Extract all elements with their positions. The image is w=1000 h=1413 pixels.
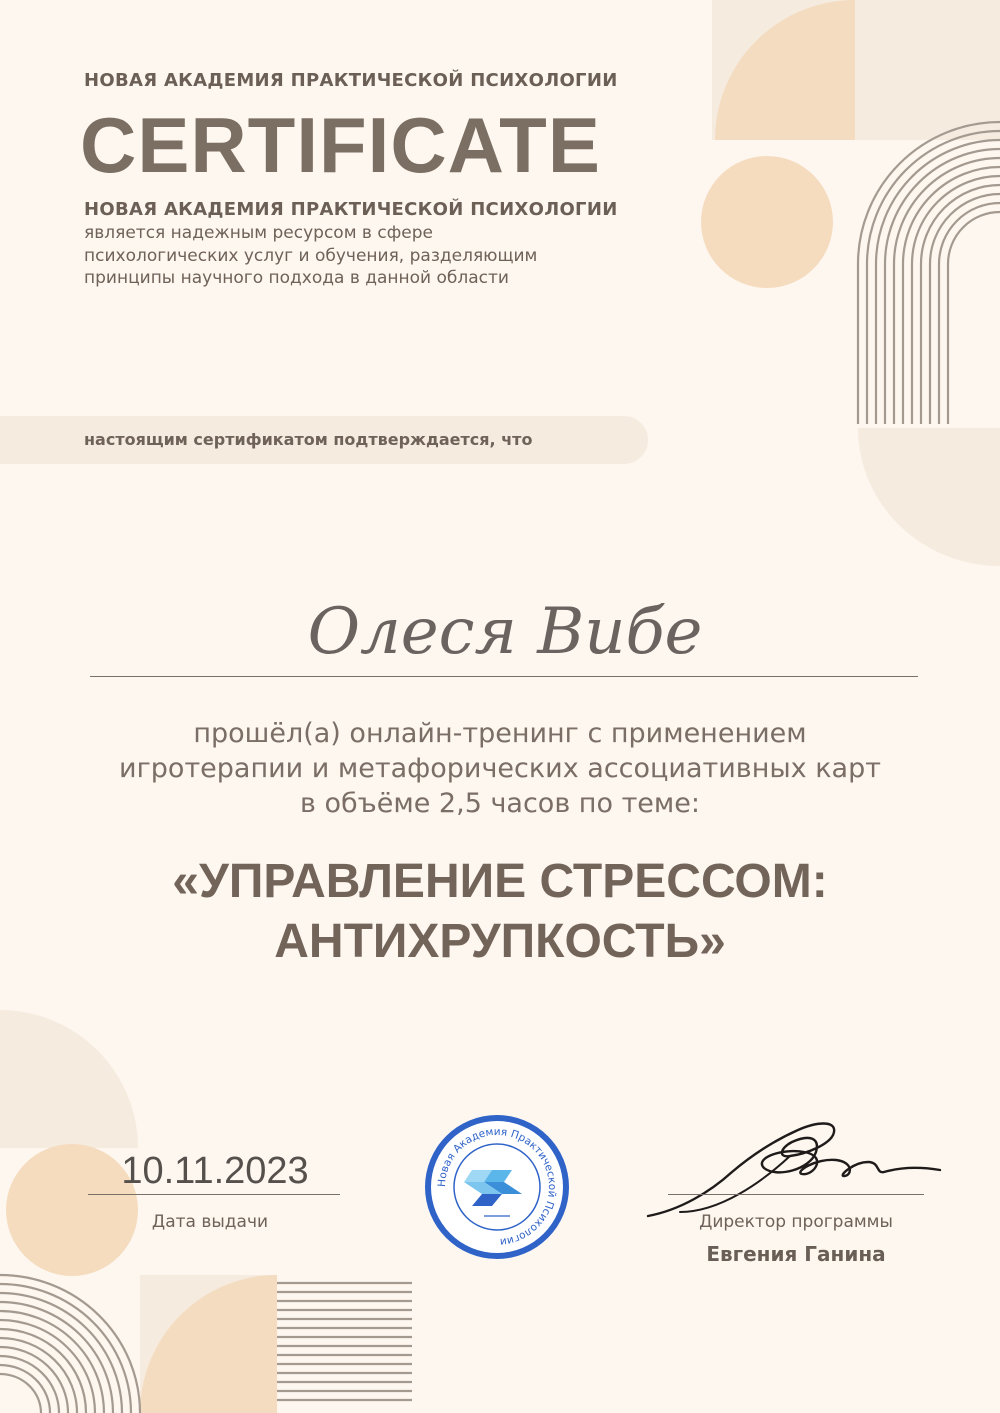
course-title-line: АНТИХРУПКОСТЬ»	[274, 915, 726, 968]
body-line: игротерапии и метафорических ассоциативных карт	[119, 753, 881, 784]
seal-ring-text: Новая Академия Практической Психологии	[435, 1125, 559, 1248]
organization-name: НОВАЯ АКАДЕМИЯ ПРАКТИЧЕСКОЙ ПСИХОЛОГИИ	[84, 199, 618, 220]
signature-underline	[668, 1194, 924, 1195]
description-line: принципы научного подхода в данной области	[84, 268, 509, 288]
description-line: психологических услуг и обучения, разделяющим	[84, 245, 538, 266]
recipient-underline	[90, 676, 918, 677]
recipient-name: Олеся Вибе	[307, 595, 703, 669]
confirmation-text: настоящим сертификатом подтверждается, что	[84, 430, 533, 449]
description-line: является надежным ресурсом в сфере	[84, 223, 433, 243]
organization-description	[84, 222, 537, 290]
bottom-stripes	[0, 1275, 140, 1413]
training-description	[0, 716, 1000, 821]
academy-seal	[422, 1112, 572, 1262]
director-signature	[640, 1112, 950, 1222]
organization-name-top: НОВАЯ АКАДЕМИЯ ПРАКТИЧЕСКОЙ ПСИХОЛОГИИ	[84, 70, 618, 91]
date-underline	[88, 1194, 340, 1195]
issue-date-label: Дата выдачи	[151, 1212, 269, 1232]
signer-name: Евгения Ганина	[706, 1242, 886, 1266]
left-quarter-circle	[0, 1010, 138, 1148]
right-stripes	[858, 122, 1000, 424]
course-title	[0, 852, 1000, 972]
issue-date: 10.11.2023	[121, 1150, 309, 1192]
course-title-line: «УПРАВЛЕНИЕ СТРЕССОМ:	[172, 855, 828, 908]
bottom-horizontal-stripes	[277, 1283, 412, 1400]
peach-circle	[701, 156, 833, 288]
signer-role: Директор программы	[699, 1212, 893, 1232]
body-line: прошёл(а) онлайн-тренинг с применением	[193, 718, 807, 749]
body-line: в объёме 2,5 часов по теме:	[300, 788, 700, 819]
right-quarter-circle	[858, 428, 1000, 566]
certificate-title: CERTIFICATE	[80, 101, 601, 189]
